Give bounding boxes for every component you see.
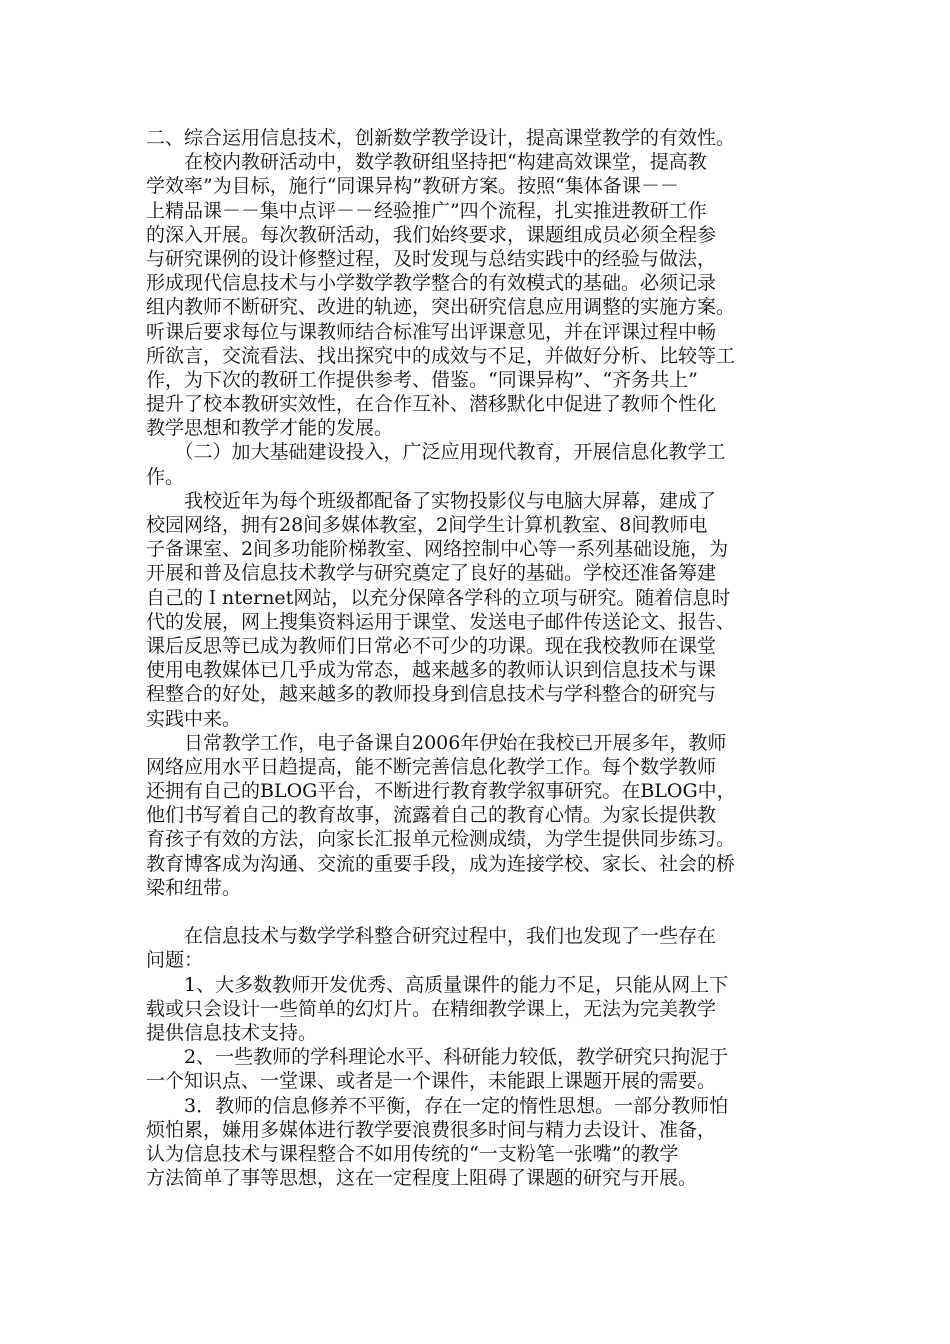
text-line: 育孩子有效的方法，向家长汇报单元检测成绩，为学生提供同步练习。	[146, 828, 736, 851]
text-line: 自己的Ｉnternet网站，以充分保障各学科的立项与研究。随着信息时	[146, 586, 731, 609]
blank-line	[146, 900, 811, 924]
text-line: 实践中来。	[146, 707, 242, 730]
text-line: 他们书写着自己的教育故事，流露着自己的教育心情。为家长提供教	[146, 804, 717, 827]
text-line: 提升了校本教研实效性，在合作互补、潜移默化中促进了教师个性化	[146, 393, 717, 416]
text-line: 作。	[146, 465, 185, 488]
text-line: 组内教师不断研究、改进的轨迹，突出研究信息应用调整的实施方案。	[146, 296, 736, 319]
text-line: 方法简单了事等思想，这在一定程度上阻碍了课题的研究与开展。	[146, 1167, 698, 1190]
text-line: 形成现代信息技术与小学数学教学整合的有效模式的基础。必须记录	[146, 272, 717, 295]
text-line: 日常教学工作，电子备课自2006年伊始在我校已开展多年，教师	[146, 731, 727, 754]
text-line: 作，为下次的教研工作提供参考、借鉴。“同课异构”、“齐务共上”	[146, 368, 698, 391]
text-line: 1、大多数教师开发优秀、高质量课件的能力不足，只能从网上下	[146, 973, 729, 996]
text-line: 所欲言，交流看法、找出探究中的成效与不足，并做好分析、比较等工	[146, 344, 736, 367]
text-line: 与研究课例的设计修整过程，及时发现与总结实践中的经验与做法，	[146, 247, 717, 270]
text-line: 的深入开展。每次教研活动，我们始终要求，课题组成员必须全程参	[146, 223, 717, 246]
text-line: 2、一些教师的学科理论水平、科研能力较低，教学研究只拘泥于	[146, 1046, 729, 1069]
text-line: 问题：	[146, 949, 204, 972]
text-line: 开展和普及信息技术教学与研究奠定了良好的基础。学校还准备筹建	[146, 562, 717, 585]
text-line: 听课后要求每位与课教师结合标准写出评课意见，并在评课过程中畅	[146, 320, 717, 343]
text-line: 使用电教媒体已几乎成为常态，越来越多的教师认识到信息技术与课	[146, 659, 717, 682]
text-line: 教育博客成为沟通、交流的重要手段，成为连接学校、家长、社会的桥	[146, 852, 736, 875]
text-line: 上精品课－－集中点评－－经验推广”四个流程，扎实推进教研工作	[146, 199, 707, 222]
text-line: 3．教师的信息修养不平衡，存在一定的惰性思想。一部分教师怕	[146, 1094, 729, 1117]
text-line: 二、综合运用信息技术，创新数学教学设计，提高课堂教学的有效性。	[146, 127, 736, 149]
text-line: 代的发展，网上搜集资料运用于课堂、发送电子邮件传送论文、报告、	[146, 610, 736, 633]
text-line: 网络应用水平日趋提高，能不断完善信息化教学工作。每个数学教师	[146, 755, 717, 778]
text-line: 一个知识点、一堂课、或者是一个课件，未能跟上课题开展的需要。	[146, 1070, 717, 1093]
text-line: 在信息技术与数学学科整合研究过程中，我们也发现了一些存在	[146, 925, 717, 948]
text-line: （二）加大基础建设投入，广泛应用现代教育，开展信息化教学工	[146, 441, 726, 464]
text-line: 载或只会设计一些简单的幻灯片。在精细教学课上，无法为完美教学	[146, 997, 717, 1020]
text-line: 教学思想和教学才能的发展。	[146, 417, 394, 440]
text-line: 梁和纽带。	[146, 876, 242, 899]
text-line: 程整合的好处，越来越多的教师投身到信息技术与学科整合的研究与	[146, 683, 717, 706]
text-line: 还拥有自己的BLOG平台，不断进行教育教学叙事研究。在BLOG中，	[146, 780, 736, 803]
text-line: 认为信息技术与课程整合不如用传统的“一支粉笔一张嘴”的教学	[146, 1142, 679, 1165]
text-line: 在校内教研活动中，数学教研组坚持把“构建高效课堂，提高教	[146, 151, 707, 174]
text-line: 提供信息技术支持。	[146, 1021, 318, 1044]
text-line: 烦怕累，嫌用多媒体进行教学要浪费很多时间与精力去设计、准备，	[146, 1118, 717, 1141]
text-line: 我校近年为每个班级都配备了实物投影仪与电脑大屏幕，建成了	[146, 489, 717, 512]
text-line: 学效率”为目标，施行“同课异构”教研方案。按照“集体备课－－	[146, 175, 679, 198]
text-line: 校园网络，拥有28间多媒体教室，2间学生计算机教室、8间教师电	[146, 514, 708, 536]
text-line: 子备课室、2间多功能阶梯教室、网络控制中心等一系列基础设施，为	[146, 538, 729, 561]
text-line: 课后反思等已成为教师们日常必不可少的功课。现在我校教师在课堂	[146, 634, 717, 657]
document-body	[146, 126, 811, 1190]
